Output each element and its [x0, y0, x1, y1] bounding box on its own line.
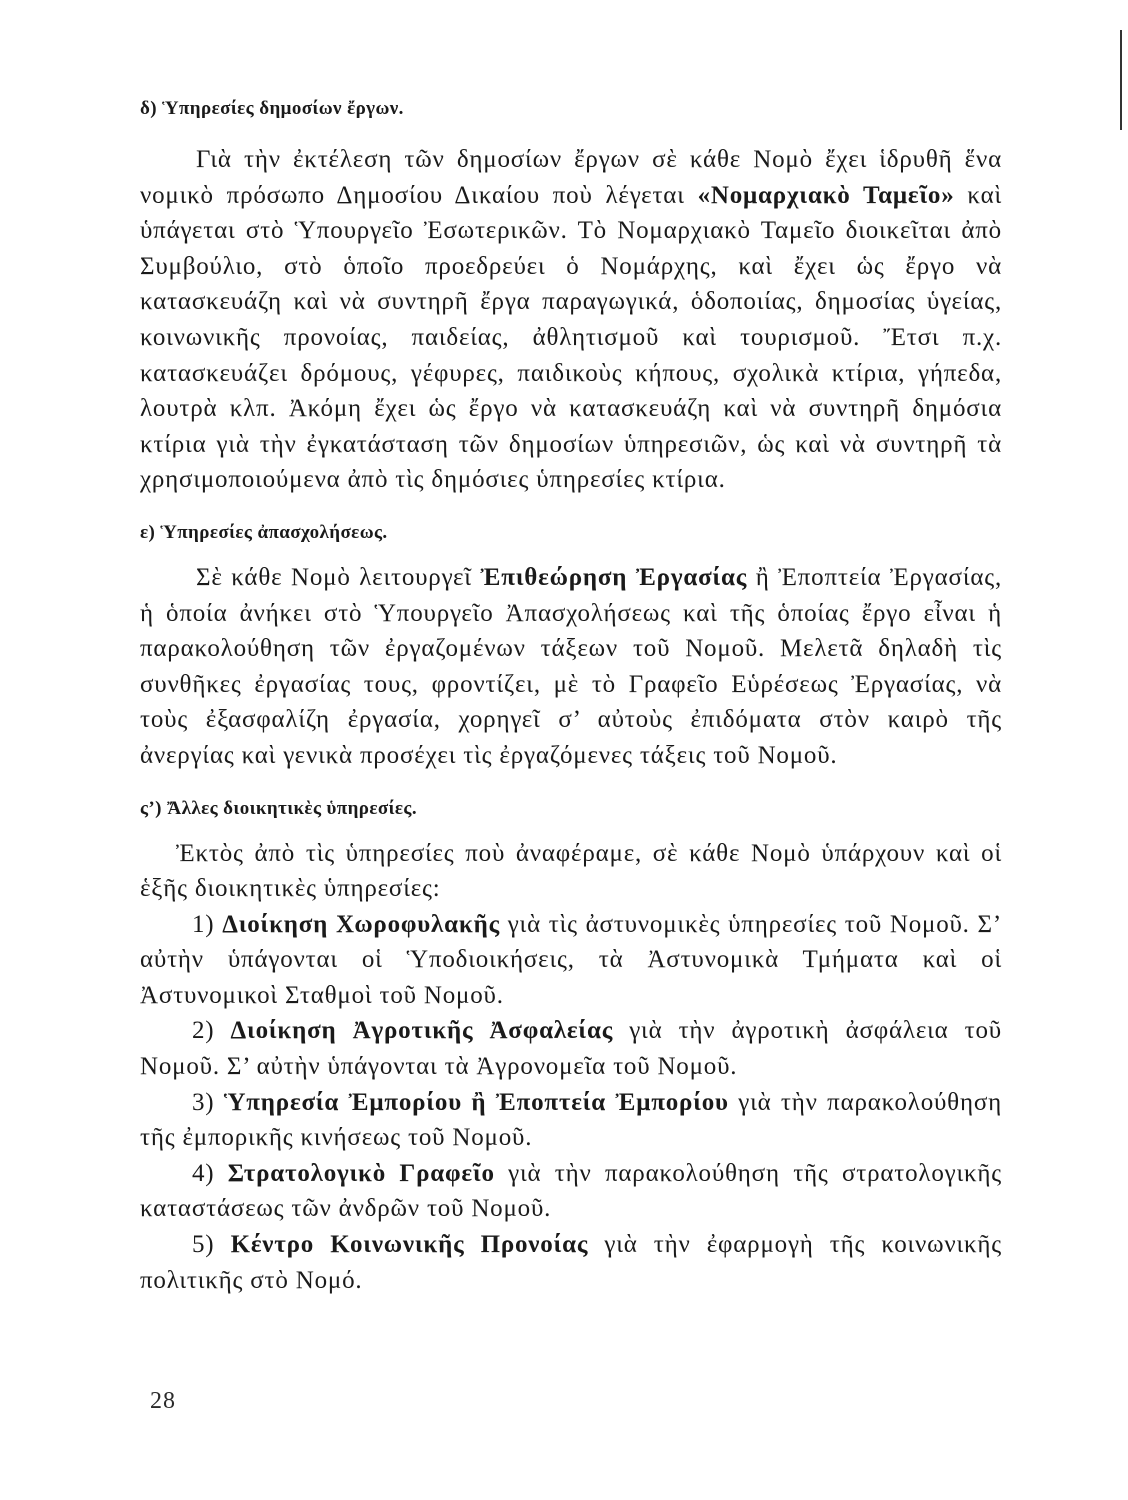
list-item-text: γιὰ τὴν παρακολούθηση τῆς ἐμπορικῆς κινήσεως τοῦ Νομοῦ.: [140, 1088, 1002, 1152]
text-column: [140, 96, 1002, 1298]
section-d-heading: δ) Ὑπηρεσίες δημοσίων ἔργων.: [140, 98, 404, 119]
list-item: [140, 1013, 1002, 1084]
section-d-text-c: καὶ ὑπάγεται στὸ Ὑπουργεῖο Ἐσωτερικῶν. Τὸ Νομαρχιακὸ Ταμεῖο διοικεῖται ἀπὸ Συμβούλιο, στὸ ὁποῖο προεδρεύει ὁ Νομάρχης, καὶ ἔχει ὡς ἔργο νὰ κατασκευάζη καὶ νὰ συντηρῆ ἔργα παραγωγικά, ὁδοποιίας, δημοσίας ὑγείας, κοινωνικῆς προνοίας, παιδείας, ἀθλητισμοῦ καὶ τουρισμοῦ. Ἔτσι π.χ. κατασκευάζει δρόμους, γέφυρες, παιδικοὺς κήπους, σχολικὰ κτίρια, γήπεδα, λουτρὰ κλπ. Ἀκόμη ἔχει ὡς ἔργο νὰ κατασκευάζη καὶ νὰ συντηρῆ δημόσια κτίρια γιὰ τὴν ἐγκατάσταση τῶν δημοσίων ὑπηρεσιῶν, ὡς καὶ νὰ συντηρῆ τὰ χρησιμοποιούμενα ἀπὸ τὶς δημόσιες ὑπηρεσίες κτίρια.: [140, 181, 1003, 494]
list-item: [140, 1156, 1002, 1227]
section-e-text-a: Σὲ κάθε Νομὸ λειτουργεῖ: [196, 563, 481, 591]
list-item-text: γιὰ τὴν παρακολούθηση τῆς στρατολογικῆς καταστάσεως τῶν ἀνδρῶν τοῦ Νομοῦ.: [140, 1159, 1002, 1223]
list-item-text: γιὰ τὴν ἐφαρμογὴ τῆς κοινωνικῆς πολιτικῆς στὸ Νομό.: [140, 1231, 1003, 1294]
list-item-term: Ὑπηρεσία Ἐμπορίου ἢ Ἐποπτεία Ἐμπορίου: [223, 1088, 729, 1116]
list-item-term: Διοίκηση Ἀγροτικῆς Ἀσφαλείας: [230, 1017, 614, 1045]
scan-edge-line: [1120, 30, 1122, 130]
section-d-term-nomarchiako-tameio: «Νομαρχιακὸ Ταμεῖο»: [697, 181, 955, 209]
page-number: 28: [150, 1388, 176, 1414]
list-item: [140, 1227, 1002, 1298]
list-item-number: 1): [192, 910, 223, 938]
section-e-text-c: ἢ Ἐποπτεία Ἐργασίας, ἡ ὁποία ἀνήκει στὸ Ὑπουργεῖο Ἀπασχολήσεως καὶ τῆς ὁποίας ἔργο εἶναι ἡ παρακολούθηση τῶν ἐργαζομένων τάξεων τοῦ Νομοῦ. Μελετᾶ δηλαδὴ τὶς συνθῆκες ἐργασίας τους, φροντίζει, μὲ τὸ Γραφεῖο Εὑρέσεως Ἐργασίας, νὰ τοὺς ἐξασφαλίζη ἐργασία, χορηγεῖ σ’ αὐτοὺς ἐπιδόματα στὸν καιρὸ τῆς ἀνεργίας καὶ γενικὰ προσέχει τὶς ἐργαζόμενες τάξεις τοῦ Νομοῦ.: [140, 563, 1002, 769]
list-item-term: Κέντρο Κοινωνικῆς Προνοίας: [230, 1231, 589, 1259]
section-e-heading: ε) Ὑπηρεσίες ἀπασχολήσεως.: [140, 521, 388, 543]
section-s-intro: Ἐκτὸς ἀπὸ τὶς ὑπηρεσίες ποὺ ἀναφέραμε, σὲ κάθε Νομὸ ὑπάρχουν καὶ οἱ ἑξῆς διοικητικὲς ὑπηρεσίες:: [140, 839, 1002, 903]
list-item-number: 5): [192, 1231, 231, 1259]
section-s-heading: ς’) Ἄλλες διοικητικὲς ὑπηρεσίες.: [140, 797, 417, 819]
list-item: [140, 1085, 1002, 1156]
list-item-term: Στρατολογικὸ Γραφεῖο: [227, 1159, 495, 1187]
section-d-text-a: Γιὰ τὴν ἐκτέλεση τῶν δημοσίων ἔργων σὲ κάθε Νομὸ ἔχει ἱδρυθῆ ἕνα νομικὸ πρόσωπο Δημοσίου Δικαίου ποὺ λέγεται: [140, 146, 1002, 209]
list-item-text: γιὰ τὴν ἀγροτικὴ ἀσφάλεια τοῦ Νομοῦ. Σ’ αὐτὴν ὑπάγονται τὰ Ἀγρονομεῖα τοῦ Νομοῦ.: [140, 1017, 1002, 1081]
list-item: [140, 907, 1002, 1014]
list-item-term: Διοίκηση Χωροφυλακῆς: [222, 910, 500, 938]
list-item-number: 4): [192, 1159, 228, 1187]
section-e-term-epitheorisi: Ἐπιθεώρηση Ἐργασίας: [480, 563, 748, 591]
list-item-number: 2): [192, 1017, 231, 1045]
list-item-text: γιὰ τὶς ἀστυνομικὲς ὑπηρεσίες τοῦ Νομοῦ. Σ’ αὐτὴν ὑπάγονται οἱ Ὑποδιοικήσεις, τὰ Ἀστυνομικὰ Τμήματα καὶ οἱ Ἀστυνομικοὶ Σταθμοὶ τοῦ Νομοῦ.: [140, 910, 1002, 1009]
section-d-paragraph: [140, 142, 1002, 498]
list-item-number: 3): [192, 1088, 224, 1116]
section-e-paragraph: [140, 560, 1002, 774]
